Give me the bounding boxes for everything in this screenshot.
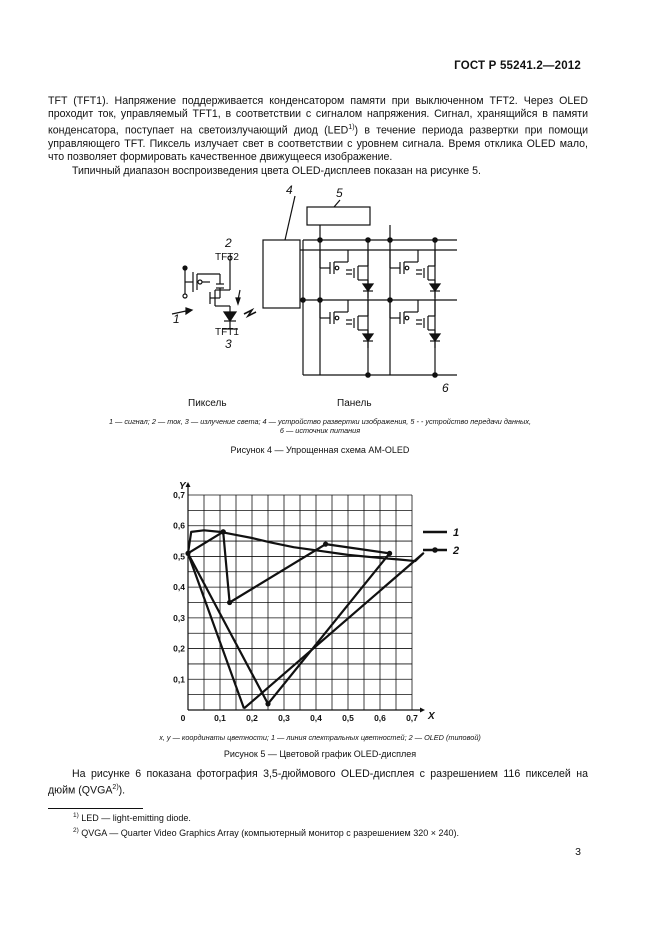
y-tick-label: 0,5 [173,551,185,562]
label-1: 1 [173,312,180,326]
body-paragraph-1: TFT (TFT1). Напряжение поддерживается конденсатором памяти при выключенном TFT2. Через OLED проходит ток, управляемый TFT1, в соответствии с сигналом напряжения. Сигнал, хранящийся в памяти конденсатора, поступает на светоизлучающий диод (LED$^{1)}$) в течение периода развертки при помощи управляющего TFT. Пиксель излучает свет в соответствии с уровнем сигнала. Время отклика OLED мало, что позволяет формировать качественное движущееся изображение. Типичный диапазон воспроизведения цвета OLED-дисплеев показан на рисунке 5. [48,95,588,177]
footnote-2: $^{2)}$ QVGA — Quarter Video Graphics Array (компьютерный монитор с разрешением 320 × 240). [73,827,460,838]
figure4-title: Рисунок 4 — Упрощенная схема AM-OLED [230,445,410,455]
label-2: 2 [225,236,232,250]
x-axis-label: X [428,711,435,722]
panel-cell-4 [390,300,440,348]
x-tick-label: 0,5 [342,713,354,723]
x-axis-arrow [420,708,425,713]
legend-label-1: 1 [453,527,460,539]
footnote-1: $^{1)}$ LED — light-emitting diode. [73,812,191,823]
y-axis-arrow [186,482,191,487]
series-2-point [265,701,270,706]
y-tick-label: 0,7 [173,490,185,500]
y-tick-label: 0,3 [173,612,185,623]
pixel-label: Пиксель [188,398,227,409]
body-paragraph-2: Типичный диапазон воспроизведения цвета OLED-дисплеев показан на рисунке 5. [72,164,481,177]
label-tft1: TFT1 [215,327,239,338]
x-tick-label: 0 [180,713,186,723]
series-2-point [221,529,226,534]
series-2-point [323,542,328,547]
scan-device-block [263,240,300,308]
legend-label-2: 2 [453,545,460,557]
legend-marker-2 [432,547,438,553]
panel-cell-2 [390,250,440,298]
x-tick-label: 0,7 [406,713,418,723]
panel-cell-3 [320,300,373,348]
pixel-circuit [172,256,256,329]
chart-legend [423,527,459,557]
series-2-point [227,600,232,605]
y-tick-label: 0,6 [173,520,185,531]
y-tick-label: 0,2 [173,643,185,654]
chart-ticks [173,481,436,723]
x-tick-label: 0,6 [374,713,386,723]
x-tick-label: 0,4 [310,713,322,723]
x-tick-label: 0,3 [278,713,290,723]
document-header: ГОСТ Р 55241.2—2012 [454,60,581,72]
data-transfer-block [307,207,370,225]
x-tick-label: 0,2 [246,713,258,723]
y-tick-label: 0,4 [173,582,185,593]
panel-label: Панель [337,398,372,409]
chart-grid [186,482,426,713]
panel-grid [300,225,457,377]
label-6: 6 [442,381,449,395]
label-5: 5 [336,186,343,200]
figure5-title: Рисунок 5 — Цветовой график OLED-дисплея [223,749,417,759]
figure4-legend: 1 — сигнал; 2 — ток, 3 — излучение света; 4 — устройство развертки изображения, 5 - - устройство передачи данных, 6 — источник питания [108,417,532,435]
body-paragraph-3: На рисунке 6 показана фотография 3,5-дюймового OLED-дисплея с разрешением 116 пикселей на дюйм (QVGA$^{2)}$). [48,768,588,797]
y-axis-label: Y [179,481,186,492]
y-tick-label: 0,1 [173,674,185,685]
panel-cell-1 [320,250,373,298]
series-2-point [387,551,392,556]
label-3: 3 [225,337,232,351]
footnote-separator [48,808,143,809]
amoled-circuit-diagram [160,180,470,410]
x-tick-label: 0,1 [214,713,226,723]
label-4: 4 [286,183,293,197]
figure5-caption: x, y — координаты цветности; 1 — линия спектральных цветностей; 2 — OLED (типовой) [159,733,481,742]
page-number: 3 [575,846,581,858]
label-tft2: TFT2 [215,252,239,263]
series-2-point [185,551,190,556]
chromaticity-chart [165,480,475,725]
